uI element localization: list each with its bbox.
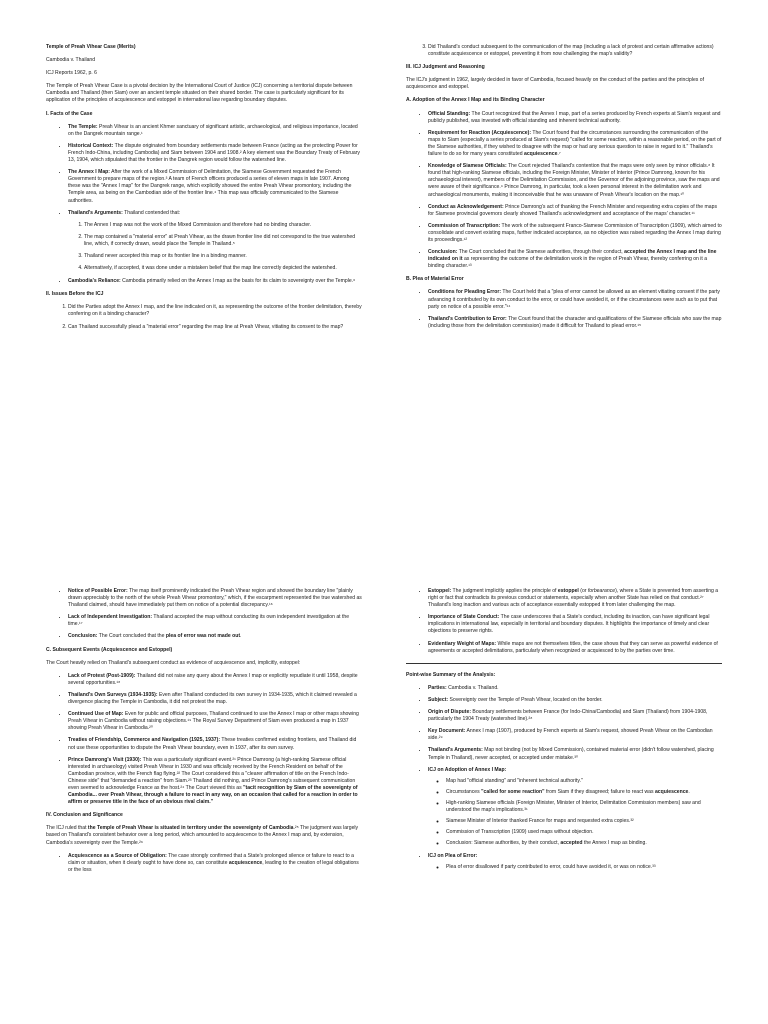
list-item: 1. The Annex I map was not the work of the Mixed Commission and therefore had no binding character. xyxy=(84,222,362,229)
issues-list-continued xyxy=(406,44,722,58)
judgment-intro: The ICJ's judgment in 1962, largely decided in favor of Cambodia, focused heavily on the conduct of the parties and the principles of acquiescence and estoppel. xyxy=(406,77,705,91)
list-item: • Importance of State Conduct: The case underscores that a State's conduct, including its inaction, can have significant legal implications in international law, especially in territorial and boundary disputes. It highlights the importance of timely and clear objections to preserve rights. xyxy=(428,614,722,635)
list-item: • Conditions for Pleading Error: The Court held that a "plea of error cannot be allowed as an element vitiating consent if the party advancing it contributed by its own conduct to the error, or could have avoided it, or if the circumstances were such as to put that party on notice of a possible error."¹⁴ xyxy=(428,289,722,310)
list-item: • Evidentiary Weight of Maps: While maps are not themselves titles, the case shows that they can serve as powerful evidence of agreements or accepted delimitations, particularly when recognized or acquiesced to by the parties over time. xyxy=(428,641,722,655)
list-item: • Key Document: Annex I map (1907), produced by French experts at Siam's request, showed Preah Vihear on the Cambodian side.²⁹ xyxy=(428,728,722,742)
list-item: • Thailand's Arguments: Thailand contended that: 1. The Annex I map was not the work of the Mixed Commission and therefore had no binding character. 2. The map contained a "material error" at Preah Vihear, as the drawn frontier line did not correspond to the true watershed line, which, if correctly drawn, would place the Temple in Thailand.⁵ 3. Thailand never accepted this map or its frontier line in a binding manner. 4. Alternatively, if accepted, it was done under a mistaken belief that the map line correctly depicted the watershed. xyxy=(68,210,362,273)
list-item: ◦ Map had "official standing" and "inherent technical authority." xyxy=(446,778,722,785)
list-item: • Subject: Sovereignty over the Temple of Preah Vihear, located on the border. xyxy=(428,697,722,704)
significance-list-continued xyxy=(406,588,722,655)
list-item: • The Temple: Preah Vihear is an ancient Khmer sanctuary of significant artistic, archaeological, and religious importance, located on the Dangrek mountain range.¹ xyxy=(68,124,362,138)
thailand-arguments-list xyxy=(68,222,362,272)
list-item: • ICJ on Adoption of Annex I Map: ◦ Map had "official standing" and "inherent technical authority." ◦ Circumstances "called for some reaction" from Siam if they disagreed; failure to react was acquiescence. ◦ High-ranking Siamese officials (Foreign Minister, Minister of Interior, Delimitation Commission members) saw and understood the map's implications.³¹ ◦ Siamese Minister of Interior thanked France for maps and requested extra copies.³² ◦ Commission of Transcription (1909) used maps without objection. ◦ Conclusion: Siamese authorities, by their conduct, accepted the Annex I map as binding. xyxy=(428,767,722,848)
case-citation: ICJ Reports 1962, p. 6 xyxy=(46,70,97,77)
significance-list xyxy=(46,853,362,874)
list-item: 2. The map contained a "material error" at Preah Vihear, as the drawn frontier line did not correspond to the true watershed line, which, if correctly drawn, would place the Temple in Thailand.⁵ xyxy=(84,234,362,248)
list-item: • Conclusion: The Court concluded that the plea of error was not made out. xyxy=(68,633,362,640)
document-page-1 xyxy=(0,0,384,512)
section-a-heading: A. Adoption of the Annex I Map and its Binding Character xyxy=(406,97,545,104)
error-sublist xyxy=(428,864,722,871)
list-item: ◦ Siamese Minister of Interior thanked France for maps and requested extra copies.³² xyxy=(446,818,722,825)
list-item: 3. Did Thailand's conduct subsequent to the communication of the map (including a lack of protest and certain affirmative actions) constitute acquiescence or estoppel, preventing it from now challenging the map's validity? xyxy=(428,44,722,58)
case-title: Temple of Preah Vihear Case (Merits) xyxy=(46,44,136,50)
list-item: 4. Alternatively, if accepted, it was done under a mistaken belief that the map line correctly depicted the watershed. xyxy=(84,265,362,272)
list-item: • Thailand's Arguments: Map not binding (not by Mixed Commission), contained material error (didn't follow watershed, placing Temple in Thailand), never accepted, or accepted under mistake.³⁰ xyxy=(428,747,722,761)
list-item: • Treaties of Friendship, Commerce and Navigation (1925, 1937): These treaties confirmed existing frontiers, and Thailand did not use these opportunities to dispute the Preah Vihear boundary, even in 1937, after its own survey. xyxy=(68,737,362,751)
list-item: ◦ Commission of Transcription (1909) used maps without objection. xyxy=(446,829,722,836)
list-item: • The Annex I Map: After the work of a Mixed Commission of Delimitation, the Siamese Government requested the French Government to prepare maps of the region.³ A team of French officers produced a series of eleven maps in late 1907. Among these was the "Annex I map" for the Dangrek range, which explicitly showed the entire Preah Vihear promontory, including the Temple area, as being on the Cambodian side of the frontier line.⁴ This map was officially communicated to the Siamese authorities. xyxy=(68,169,362,204)
list-item: • Conclusion: The Court concluded that the Siamese authorities, through their conduct, accepted the Annex I map and the line indicated on it as representing the outcome of the delimitation work in the region of Preah Vihear, thereby conferring on it a binding character.¹³ xyxy=(428,249,722,270)
list-item: • Thailand's Contribution to Error: The Court found that the character and qualifications of the Siamese officials who saw the map (including those from the delimitation commission) made it difficult for Thailand to plead error.¹⁵ xyxy=(428,316,722,330)
list-item: • Acquiescence as a Source of Obligation: The case strongly confirmed that a State's prolonged silence or failure to react to a claim or situation, when it clearly ought to have done so, can constitute acquiescence, leading to the creation of legal obligations or the loss xyxy=(68,853,362,874)
list-item: 1. Did the Parties adopt the Annex I map, and the line indicated on it, as representing the outcome of the frontier delimitation, thereby conferring on it a binding character? xyxy=(68,304,362,318)
list-item: • Origin of Dispute: Boundary settlements between France (for Indo-China/Cambodia) and Siam (Thailand) from 1904-1908, particularly the 1904 Treaty (watershed line).²⁸ xyxy=(428,709,722,723)
list-item: • Parties: Cambodia v. Thailand. xyxy=(428,685,722,692)
list-item: • Knowledge of Siamese Officials: The Court rejected Thailand's contention that the maps were only seen by minor officials.⁸ It found that high-ranking Siamese officials, including the Foreign Minister, Minister of Interior (Prince Damrong, known for his archaeological interest), members of the Delimitation Commission, and the Governor of the adjoining province, saw the maps and were aware of their significance.⁹ Prince Damrong, in particular, took a keen personal interest in the delimitation work and archaeological monuments, making it inconceivable that he was unaware of Preah Vihear's location on the map.¹⁰ xyxy=(428,163,722,198)
intro-paragraph: The Temple of Preah Vihear Case is a pivotal decision by the International Court of Justice (ICJ) concerning a territorial dispute between Cambodia and Thailand (then Siam) over an ancient temple situated on their shared border. The case is particularly significant for its application of the principles of acquiescence and estoppel in international law regarding boundary disputes. xyxy=(46,83,353,104)
conclusion-heading: IV. Conclusion and Significance xyxy=(46,812,123,819)
facts-heading: I. Facts of the Case xyxy=(46,110,93,117)
section-b-heading: B. Plea of Material Error xyxy=(406,276,464,283)
list-item: • Lack of Independent Investigation: Thailand accepted the map without conducting its own independent investigation at the time.¹⁷ xyxy=(68,614,362,628)
adoption-sublist xyxy=(428,778,722,848)
list-item: • Lack of Protest (Post-1909): Thailand did not raise any query about the Annex I map or explicitly repudiate it until 1958, despite several opportunities.¹⁸ xyxy=(68,673,362,687)
list-item: • Estoppel: The judgment implicitly applies the principle of estoppel (or forbearance), where a State is prevented from asserting a right or fact that contradicts its previous conduct or statements, especially when another State has relied on that conduct.²⁷ Thailand's long inaction and various acts of acceptance essentially estopped it from later challenging the map. xyxy=(428,588,722,609)
issues-list xyxy=(46,304,362,330)
list-item: • Requirement for Reaction (Acquiescence): The Court found that the circumstances surrounding the communication of the maps to Siam (especially a series produced at Siam's request) "called for some reaction, within a reasonable period, on the part of the Siamese authorities, if they wished to disagree with the map or had any serious question to raise in regard to it." Thailand's failure to do so for many years constituted acquiescence.⁷ xyxy=(428,130,722,158)
section-c-heading: C. Subsequent Events (Acquiescence and Estoppel) xyxy=(46,646,173,653)
list-item: • Historical Context: The dispute originated from boundary settlements made between France (acting as the protecting Power for French Indo-China, including Cambodia) and Siam between 1904 and 1908.² A key element was the Boundary Treaty of February 13, 1904, which stipulated that the frontier in the Dangrek region would follow the watershed line. xyxy=(68,143,362,164)
list-item: • Conduct as Acknowledgement: Prince Damrong's act of thanking the French Minister and requesting extra copies of the maps for Siamese provincial governors clearly showed Thailand's acknowledgment and acceptance of the maps' character.¹¹ xyxy=(428,204,722,218)
issues-heading: II. Issues Before the ICJ xyxy=(46,291,104,298)
list-item: • Continued Use of Map: Even for public and official purposes, Thailand continued to use the Annex I map or other maps showing Preah Vihear in Cambodia without raising objections.¹⁹ The Royal Survey Department of Siam even produced a map in 1937 showing Preah Vihear in Cambodia.²⁰ xyxy=(68,711,362,732)
list-item: • Commission of Transcription: The work of the subsequent Franco-Siamese Commission of Transcription (1909), which aimed to consolidate and convert existing maps, further indicated acceptance, as no objection was raised regarding the Annex I map during its proceedings.¹² xyxy=(428,223,722,244)
section-divider xyxy=(406,663,722,664)
summary-heading: Point-wise Summary of the Analysis: xyxy=(406,671,496,678)
document-page-4 xyxy=(384,512,768,1024)
list-item: • Prince Damrong's Visit (1930): This was a particularly significant event.²¹ Prince Damrong (a high-ranking Siamese official interested in archaeology) visited Preah Vihear in 1930 and was officially received by the French Resident on behalf of the Cambodian province, with the French flag flying.²² The Court considered this a "clearer affirmation of title on the French Indo-Chinese side" that "demanded a reaction" from Siam.²³ Thailand did nothing, and Prince Damrong's subsequent communication even seemed to acknowledge France as the host.²⁴ The Court viewed this as "tacit recognition by Siam of the sovereignty of Cambodia... over Preah Vihear, through a failure to react in any way, on an occasion that called for a reaction in order to affirm or preserve title in the face of an obvious rival claim." xyxy=(68,757,362,807)
section-c-list xyxy=(46,673,362,807)
section-c-intro: The Court heavily relied on Thailand's subsequent conduct as evidence of acquiescence and, implicitly, estoppel: xyxy=(46,659,301,666)
list-item: ◦ High-ranking Siamese officials (Foreign Minister, Minister of Interior, Delimitation Commission members) saw and understood the map's implications.³¹ xyxy=(446,800,722,814)
list-item: • Notice of Possible Error: The map itself prominently indicated the Preah Vihear region and showed the boundary line "plainly drawn appreciably to the north of the whole Preah Vihear promontory," which, if the escarpment represented the true watershed as Thailand claimed, should have immediately put them on notice of a potential discrepancy.¹⁶ xyxy=(68,588,362,609)
list-item: • Cambodia's Reliance: Cambodia primarily relied on the Annex I map as the basis for its claim to sovereignty over the Temple.⁶ xyxy=(68,278,362,285)
document-page-3 xyxy=(0,512,384,1024)
section-b-list-continued xyxy=(46,588,362,641)
case-parties: Cambodia v. Thailand xyxy=(46,57,96,64)
list-item: • ICJ on Plea of Error: ◦ Plea of error disallowed if party contributed to error, could have avoided it, or was on notice.³³ xyxy=(428,853,722,871)
conclusion-paragraph: The ICJ ruled that the Temple of Preah Vihear is situated in territory under the sovereignty of Cambodia.²⁵ The judgment was largely based on Thailand's consistent behavior over a long period, which amounted to acquiescence to the Annex I map and, by extension, Cambodia's sovereignty over the Temple.²⁶ xyxy=(46,825,359,846)
list-item: ◦ Plea of error disallowed if party contributed to error, could have avoided it, or was on notice.³³ xyxy=(446,864,722,871)
list-item: • Thailand's Own Surveys (1934-1935): Even after Thailand conducted its own survey in 1934-1935, which it claimed revealed a divergence placing the Temple in Cambodia, it did not protest the map. xyxy=(68,692,362,706)
list-item: 2. Can Thailand successfully plead a "material error" regarding the map line at Preah Vihear, vitiating its consent to the map? xyxy=(68,324,362,331)
document-page-2 xyxy=(384,0,768,512)
list-item: ◦ Circumstances "called for some reaction" from Siam if they disagreed; failure to react was acquiescence. xyxy=(446,789,722,796)
judgment-heading: III. ICJ Judgment and Reasoning xyxy=(406,64,485,71)
list-item: • Official Standing: The Court recognized that the Annex I map, part of a series produced by French experts at Siam's request and publicly published, was invested with official standing and inherent technical authority. xyxy=(428,111,722,125)
list-item: 3. Thailand never accepted this map or its frontier line in a binding manner. xyxy=(84,253,362,260)
section-b-list xyxy=(406,289,722,329)
section-a-list xyxy=(406,111,722,271)
summary-list xyxy=(406,685,722,872)
list-item: ◦ Conclusion: Siamese authorities, by their conduct, accepted the Annex I map as binding. xyxy=(446,840,722,847)
facts-list xyxy=(46,124,362,286)
